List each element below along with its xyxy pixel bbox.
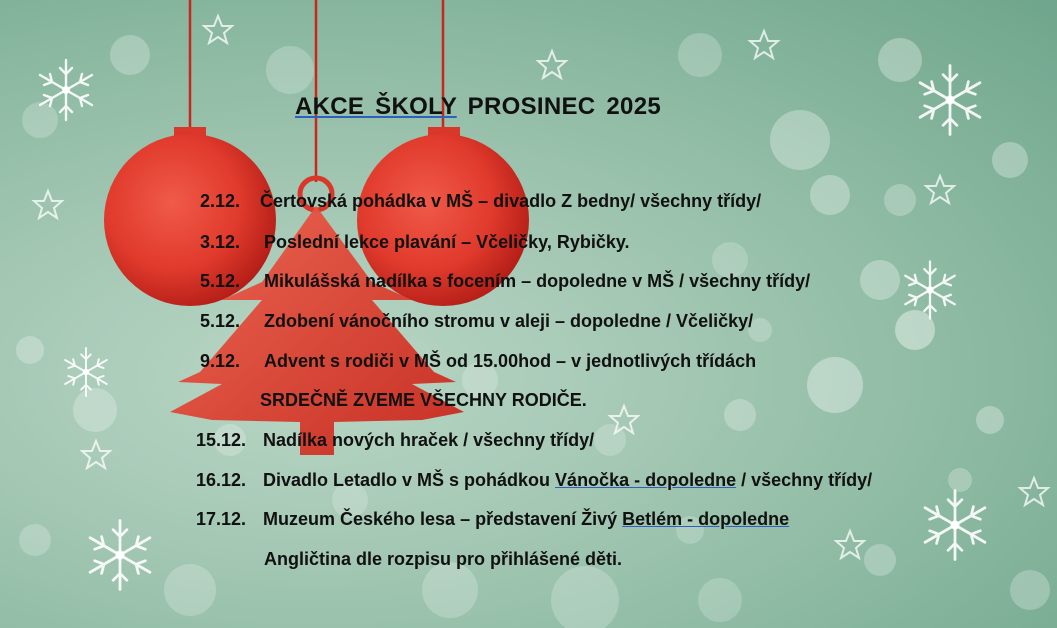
event-note: SRDEČNĚ ZVEME VŠECHNY RODIČE. bbox=[260, 390, 587, 410]
title-underlined: AKCE ŠKOLY bbox=[295, 93, 457, 120]
event-date: 5.12. bbox=[200, 311, 241, 331]
event-text-before: Divadlo Letadlo v MŠ s pohádkou bbox=[263, 470, 556, 490]
bauble-icon bbox=[104, 127, 276, 306]
event-date: 5.12. bbox=[200, 271, 241, 291]
event-link[interactable]: Betlém - dopoledne bbox=[622, 509, 790, 529]
star-icon bbox=[926, 176, 954, 203]
star-icon bbox=[204, 16, 232, 43]
star-icon bbox=[1020, 478, 1048, 505]
event-note: Angličtina dle rozpisu pro přihlášené děti. bbox=[264, 549, 623, 569]
event-text-before: Muzeum Českého lesa – představení Živý bbox=[263, 509, 623, 529]
title-month-year: PROSINEC 2025 bbox=[456, 93, 662, 120]
event-text: Zdobení vánočního stromu v aleji – dopoledne / Včeličky/ bbox=[264, 311, 754, 331]
star-icon bbox=[82, 441, 110, 468]
event-link[interactable]: Vánočka - dopoledne bbox=[555, 470, 737, 490]
star-icon bbox=[750, 31, 778, 58]
event-date: 16.12. bbox=[196, 470, 247, 490]
event-date: 15.12. bbox=[196, 430, 247, 450]
snowflake-icon bbox=[90, 521, 150, 590]
star-icon bbox=[538, 51, 566, 78]
event-date: 2.12. bbox=[200, 191, 241, 211]
event-text bbox=[263, 470, 872, 491]
event-text: Čertovská pohádka v MŠ – divadlo Z bedny/ všechny třídy/ bbox=[260, 191, 762, 211]
event-text: Advent s rodiči v MŠ od 15.00hod – v jednotlivých třídách bbox=[264, 351, 757, 371]
page-title bbox=[295, 93, 661, 121]
star-icon bbox=[836, 531, 864, 558]
star-icon bbox=[34, 191, 62, 218]
event-text-after: / všechny třídy/ bbox=[736, 470, 873, 490]
event-text: Poslední lekce plavání – Včeličky, Rybičky. bbox=[264, 232, 630, 252]
event-text: Mikulášská nadílka s focením – dopoledne v MŠ / všechny třídy/ bbox=[264, 271, 811, 291]
event-text bbox=[263, 509, 789, 530]
snowflake-icon bbox=[920, 66, 980, 135]
event-date: 3.12. bbox=[200, 232, 241, 252]
event-date: 17.12. bbox=[196, 509, 247, 529]
event-text: Nadílka nových hraček / všechny třídy/ bbox=[263, 430, 595, 450]
event-date: 9.12. bbox=[200, 351, 241, 371]
snowflake-icon bbox=[905, 262, 954, 319]
snowflake-icon bbox=[925, 491, 985, 560]
